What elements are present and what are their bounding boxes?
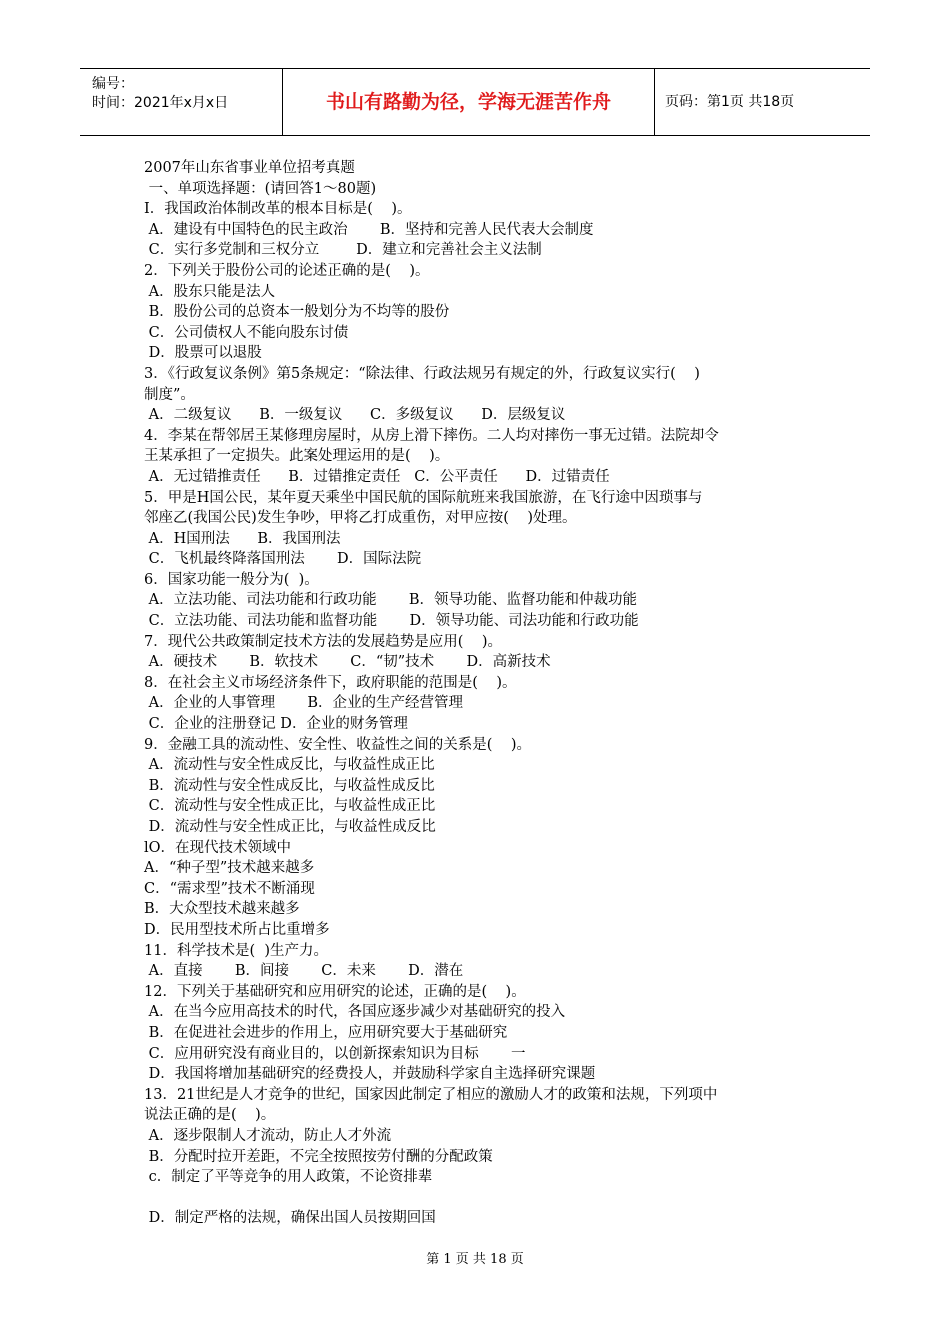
text-line: B．大众型技术越来越多 [144, 901, 300, 918]
text-line: D．民用型技术所占比重增多 [144, 921, 330, 938]
text-line: lO．在现代技术领域中 [144, 839, 292, 856]
date-label: 时间：2021年x月x日 [92, 95, 229, 111]
text-line: 8．在社会主义市场经济条件下，政府职能的范围是( )。 [144, 674, 517, 691]
text-line: A．二级复议 B．一级复议 C．多级复议 D．层级复议 [144, 407, 566, 424]
text-line: A．立法功能、司法功能和行政功能 B．领导功能、监督功能和仲裁功能 [144, 592, 637, 609]
text-line: B．股份公司的总资本一般划分为不均等的股份 [144, 304, 450, 321]
text-line [144, 1188, 824, 1209]
text-line: A．硬技术 B．软技术 C．“韧”技术 D．高新技术 [144, 654, 551, 671]
text-line: 王某承担了一定损失。此案处理运用的是( )。 [144, 448, 450, 465]
text-line: 5．甲是H国公民，某年夏天乘坐中国民航的国际航班来我国旅游，在飞行途中因琐事与 [144, 489, 703, 506]
text-line: C．企业的注册登记 D．企业的财务管理 [144, 716, 408, 733]
text-line: C．“需求型”技术不断涌现 [144, 880, 315, 897]
text-line: B．分配时拉开差距，不完全按照按劳付酬的分配政策 [144, 1148, 493, 1165]
text-line: A．无过错推责任 B．过错推定责任 C．公平责任 D．过错责任 [144, 468, 610, 485]
text-line: A．H国刑法 B．我国刑法 [144, 530, 341, 547]
text-line: A．企业的人事管理 B．企业的生产经营管理 [144, 695, 463, 712]
text-line: 邻座乙(我国公民)发生争吵，甲将乙打成重伤，对甲应按( )处理。 [144, 510, 577, 527]
text-line: C．飞机最终降落国刑法 D．国际法院 [144, 551, 422, 568]
page-footer: 第 1 页 共 18 页 [426, 1252, 524, 1267]
text-line: c．制定了平等竞争的用人政策，不论资排辈 [144, 1169, 433, 1186]
text-line: D．制定严格的法规，确保出国人员按期回国 [144, 1210, 436, 1227]
text-line: C．应用研究没有商业目的，以创新探索知识为目标 一 [144, 1045, 526, 1062]
text-line: C．流动性与安全性成正比，与收益性成正比 [144, 798, 436, 815]
text-line: 4．李某在帮邻居王某修理房屋时，从房上滑下摔伤。二人均对摔伤一事无过错。法院却令 [144, 427, 719, 444]
text-line: 12．下列关于基础研究和应用研究的论述，正确的是( )。 [144, 983, 526, 1000]
text-line: I．我国政治体制改革的根本目标是( )。 [144, 201, 412, 218]
page-header [80, 68, 870, 136]
text-line: 6．国家功能一般分为( )。 [144, 571, 319, 588]
text-line: C．公司债权人不能向股东讨债 [144, 324, 349, 341]
text-line: 7．现代公共政策制定技术方法的发展趋势是应用( )。 [144, 633, 502, 650]
text-line: A．在当今应用高技术的时代，各国应逐步减少对基础研究的投入 [144, 1004, 566, 1021]
text-line: D．流动性与安全性成正比，与收益性成反比 [144, 819, 436, 835]
text-line: A．直接 B．间接 C．未来 D．潜在 [144, 963, 464, 980]
text-line: D．我国将增加基础研究的经费投人，并鼓励科学家自主选择研究课题 [144, 1066, 596, 1083]
text-line: 一、单项选择题：(请回答1～80题) [144, 180, 377, 197]
text-line: A．逐步限制人才流动，防止人才外流 [144, 1127, 392, 1144]
serial-label: 编号： [92, 76, 134, 92]
text-line: 2007年山东省事业单位招考真题 [144, 160, 355, 176]
text-line: A．建设有中国特色的民主政治 B．坚持和完善人民代表大会制度 [144, 221, 594, 238]
text-line: 3．《行政复议条例》第5条规定：“除法律、行政法规另有规定的外，行政复议实行( ) [144, 365, 700, 382]
header-motto: 书山有路勤为径，学海无涯苦作舟 [283, 69, 655, 135]
text-line: D．股票可以退股 [144, 345, 262, 362]
text-line: A．股东只能是法人 [144, 283, 276, 300]
text-line: A．流动性与安全性成反比，与收益性成正比 [144, 757, 435, 774]
header-meta [80, 69, 283, 135]
text-line: 11．科学技术是( )生产力。 [144, 942, 328, 959]
text-line: A．“种子型”技术越来越多 [144, 860, 315, 877]
text-line: B．在促进社会进步的作用上，应用研究要大于基础研究 [144, 1024, 508, 1041]
header-page-info: 页码：第1页 共18页 [665, 94, 795, 110]
text-line: C．立法功能、司法功能和监督功能 D．领导功能、司法功能和行政功能 [144, 613, 639, 630]
text-line: 9．金融工具的流动性、安全性、收益性之间的关系是( )。 [144, 736, 531, 753]
text-line: 2．下列关于股份公司的论述正确的是( )。 [144, 262, 430, 279]
text-line: 制度”。 [144, 386, 195, 403]
text-line: 13．21世纪是人才竞争的世纪，国家因此制定了相应的激励人才的政策和法规，下列项中 [144, 1086, 718, 1103]
text-line: B．流动性与安全性成反比，与收益性成反比 [144, 777, 435, 794]
text-line: 说法正确的是( )。 [144, 1107, 276, 1124]
document-body [144, 158, 824, 1229]
text-line: C．实行多党制和三权分立 D．建立和完善社会主义法制 [144, 242, 542, 259]
